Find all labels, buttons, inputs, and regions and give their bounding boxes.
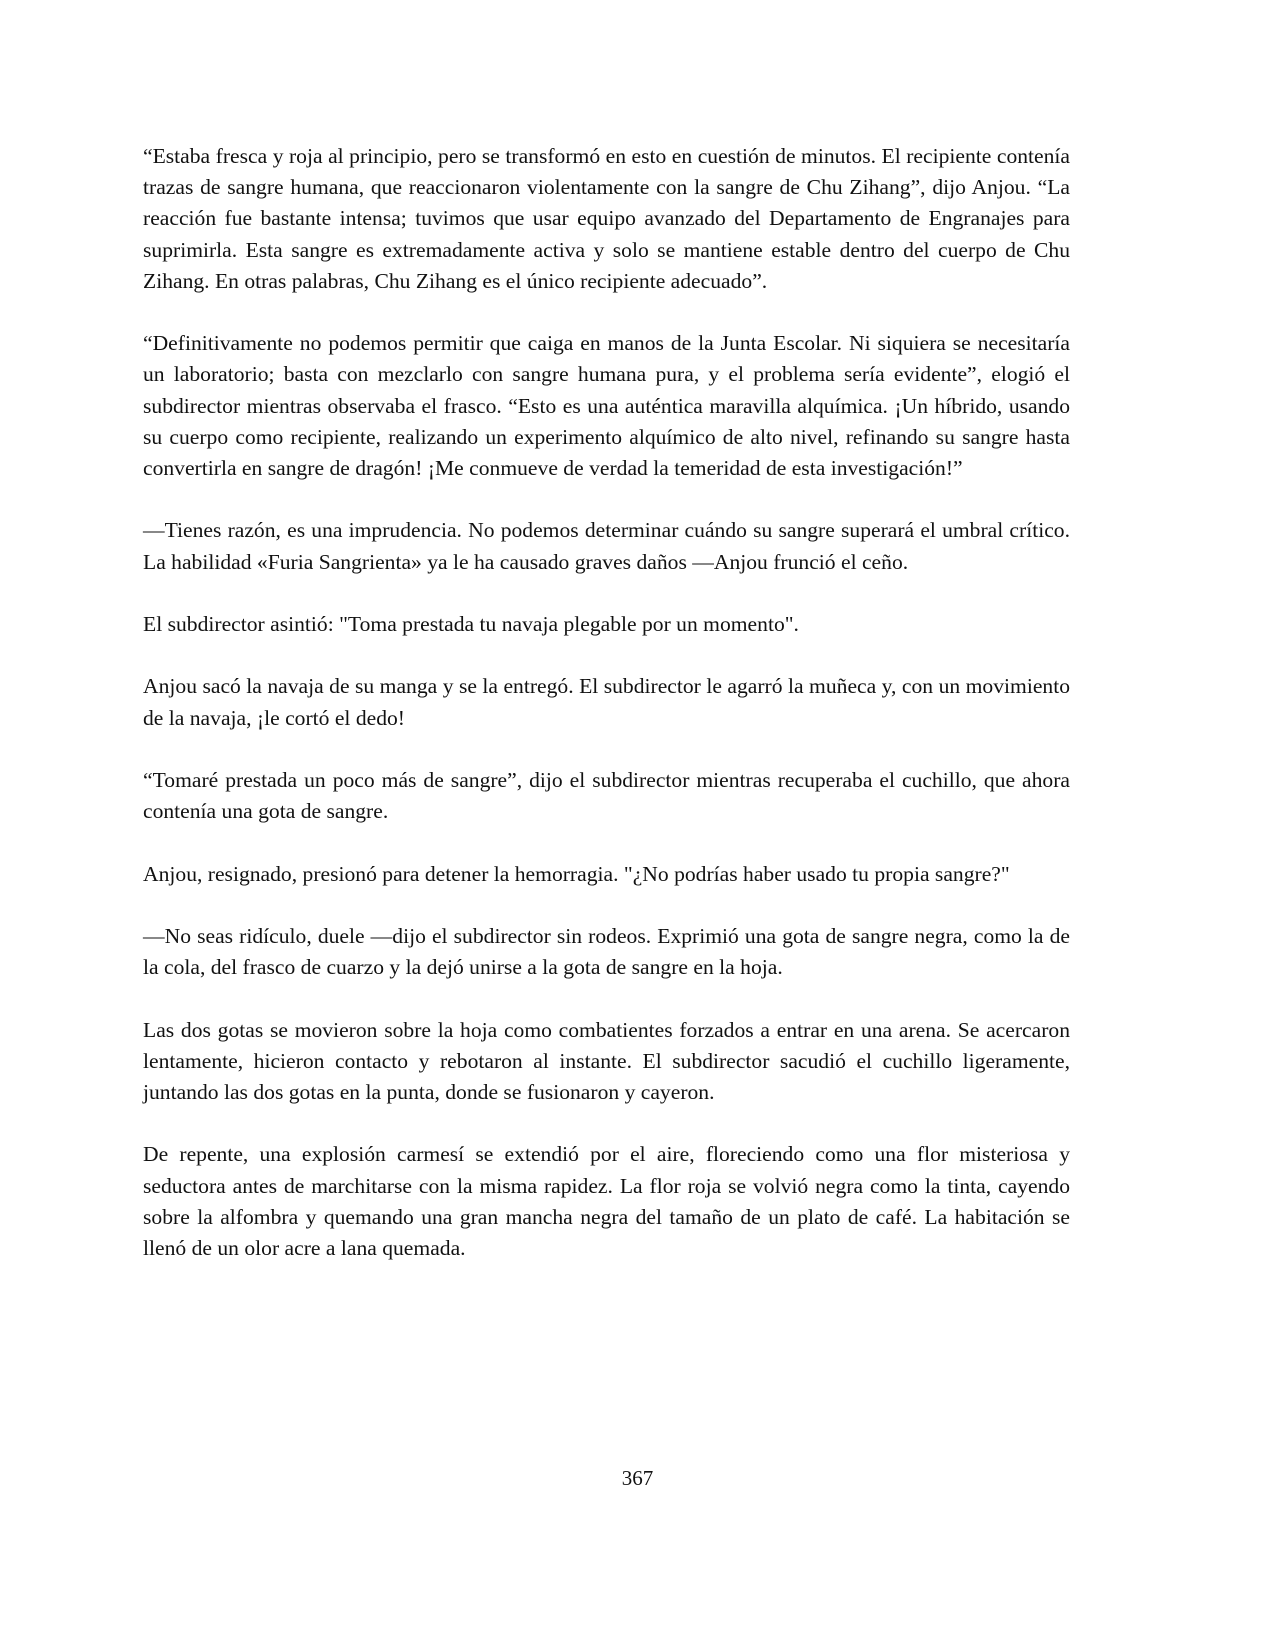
paragraph: El subdirector asintió: "Toma prestada tu navaja plegable por un momento". (143, 612, 799, 636)
paragraph: De repente, una explosión carmesí se extendió por el aire, floreciendo como una flor misteriosa y seductora antes de marchitarse con la misma rapidez. La flor roja se volvió negra como la tinta, cayendo sobre la alfombra y quemando una gran mancha negra del tamaño de un plato de café. La habitación se llenó de un olor acre a lana quemada. (143, 1142, 1070, 1260)
paragraph: “Estaba fresca y roja al principio, pero se transformó en esto en cuestión de minutos. El recipiente contenía trazas de sangre humana, que reaccionaron violentamente con la sangre de Chu Zihang”, dijo Anjou. “La reacción fue bastante intensa; tuvimos que usar equipo avanzado del Departamento de Engranajes para suprimirla. Esta sangre es extremadamente activa y solo se mantiene estable dentro del cuerpo de Chu Zihang. En otras palabras, Chu Zihang es el único recipiente adecuado”. (143, 144, 1070, 293)
paragraph: Las dos gotas se movieron sobre la hoja como combatientes forzados a entrar en una arena. Se acercaron lentamente, hicieron contacto y rebotaron al instante. El subdirector sacudió el cuchillo ligeramente, juntando las dos gotas en la punta, donde se fusionaron y cayeron. (143, 1017, 1070, 1104)
paragraph: Anjou, resignado, presionó para detener la hemorragia. "¿No podrías haber usado tu propia sangre?" (143, 861, 1010, 886)
paragraph: —No seas ridículo, duele —dijo el subdirector sin rodeos. Exprimió una gota de sangre negra, como la de la cola, del frasco de cuarzo y la dejó unirse a la gota de sangre en la hoja. (143, 923, 1070, 980)
page-body (143, 141, 1070, 1295)
paragraph: Anjou sacó la navaja de su manga y se la entregó. El subdirector le agarró la muñeca y, con un movimiento de la navaja, ¡le cortó el dedo! (143, 674, 1070, 730)
paragraph: “Definitivamente no podemos permitir que caiga en manos de la Junta Escolar. Ni siquiera se necesitaría un laboratorio; basta con mezclarlo con sangre humana pura, y el problema sería evidente”, elogió el subdirector mientras observaba el frasco. “Esto es una auténtica maravilla alquímica. ¡Un híbrido, usando su cuerpo como recipiente, realizando un experimento alquímico de alto nivel, refinando su sangre hasta convertirla en sangre de dragón! ¡Me conmueve de verdad la temeridad de esta investigación!” (143, 331, 1070, 481)
page-number: 367 (621, 1466, 654, 1490)
paragraph: —Tienes razón, es una imprudencia. No podemos determinar cuándo su sangre superará el umbral crítico. La habilidad «Furia Sangrienta» ya le ha causado graves daños —Anjou frunció el ceño. (143, 518, 1070, 574)
paragraph: “Tomaré prestada un poco más de sangre”, dijo el subdirector mientras recuperaba el cuchillo, que ahora contenía una gota de sangre. (143, 767, 1070, 824)
